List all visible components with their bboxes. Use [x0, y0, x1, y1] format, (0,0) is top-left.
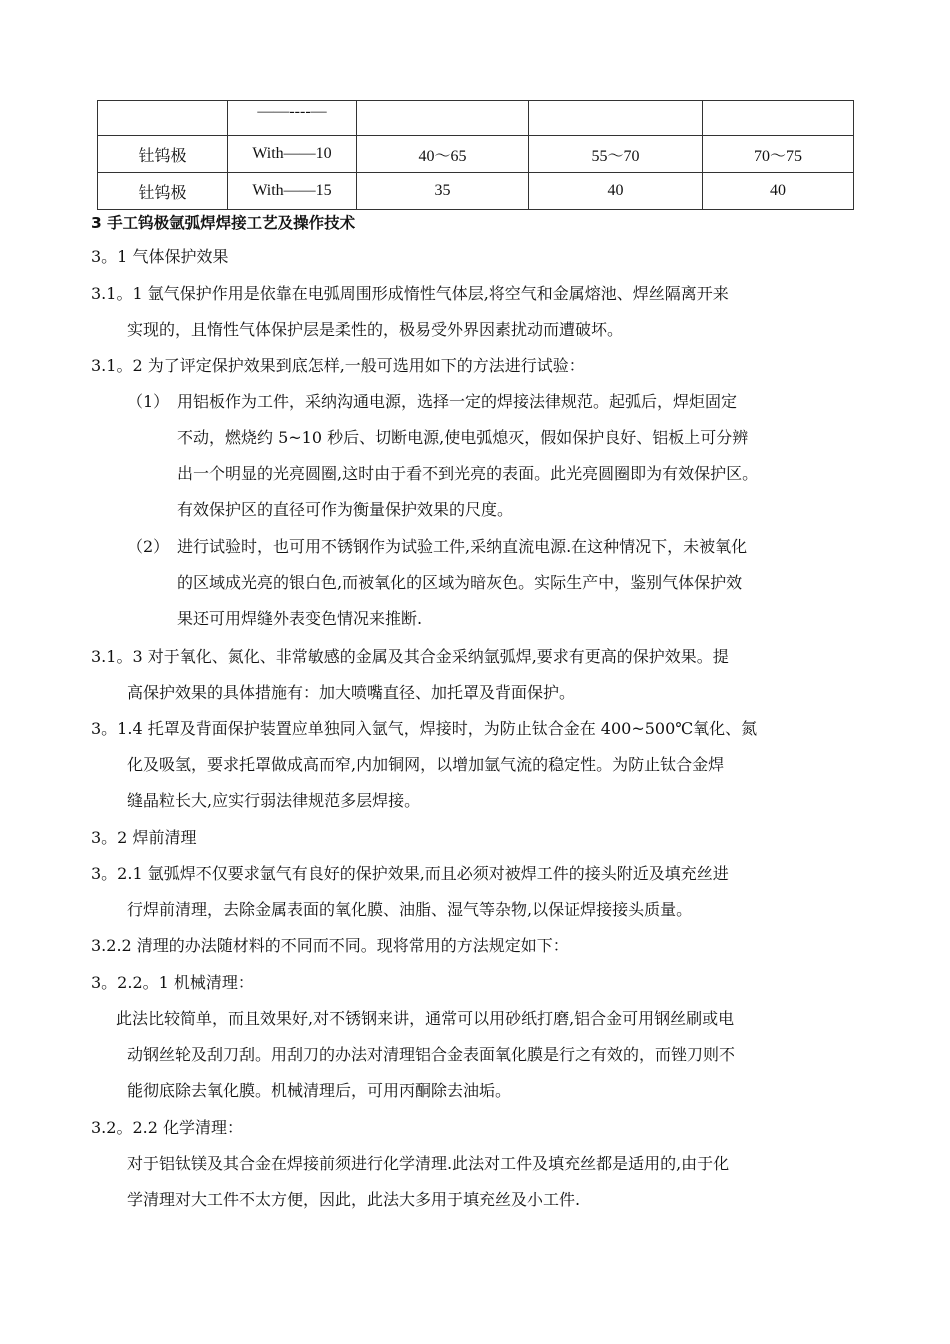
list-marker: （2） [127, 537, 170, 556]
list-item-line: 不动，燃烧约 5~10 秒后、切断电源,使电弧熄灭，假如保护良好、铝板上可分辨 [177, 428, 749, 447]
list-item-line: 用铝板作为工件，采纳沟通电源，选择一定的焊接法律规范。起弧后，焊炬固定 [177, 392, 738, 411]
table-cell: 40 [529, 173, 703, 210]
paragraph-line: 对于铝钛镁及其合金在焊接前须进行化学清理.此法对工件及填充丝都是适用的,由于化 [127, 1154, 730, 1173]
list-item-line: 的区域成光亮的银白色,而被氧化的区域为暗灰色。实际生产中，鉴别气体保护效 [177, 573, 743, 592]
paragraph-line: 缝晶粒长大,应实行弱法律规范多层焊接。 [127, 791, 421, 810]
paragraph-line: 3。2.1 氩弧焊不仅要求氩气有良好的保护效果,而且必须对被焊工件的接头附近及填充丝进 [91, 864, 729, 883]
paragraph-line: 3.2.2 清理的办法随材料的不同而不同。现将常用的方法规定如下： [91, 936, 569, 955]
table-cell: 35 [357, 173, 529, 210]
paragraph-line: 能彻底除去氧化膜。机械清理后，可用丙酮除去油垢。 [127, 1081, 512, 1100]
list-item-line: 进行试验时，也可用不锈钢作为试验工件,采纳直流电源.在这种情况下，未被氧化 [177, 537, 748, 556]
table-cell [703, 101, 854, 136]
table-cell: 钍钨极 [98, 173, 228, 210]
paragraph-line: 实现的，且惰性气体保护层是柔性的，极易受外界因素扰动而遭破坏。 [127, 320, 624, 339]
paragraph-line: 此法比较简单，而且效果好,对不锈钢来讲，通常可以用砂纸打磨,铝合金可用钢丝刷或电 [116, 1009, 735, 1028]
list-marker: （1） [127, 392, 170, 411]
table-cell [228, 101, 357, 136]
list-item-line: 有效保护区的直径可作为衡量保护效果的尺度。 [177, 500, 514, 519]
paragraph-line: 行焊前清理，去除金属表面的氧化膜、油脂、湿气等杂物,以保证焊接接头质量。 [127, 900, 693, 919]
table-row [98, 173, 854, 210]
paragraph-line: 3.1。2 为了评定保护效果到底怎样,一般可选用如下的方法进行试验： [91, 356, 585, 375]
table-cell: 钍钨极 [98, 136, 228, 173]
section-heading: 3 手工钨极氩弧焊焊接工艺及操作技术 [91, 214, 356, 232]
table-cell: 70～75 [703, 136, 854, 173]
paragraph-line: 化及吸氢，要求托罩做成高而窄,内加铜网，以增加氩气流的稳定性。为防止钛合金焊 [127, 755, 725, 774]
table-cell: 40 [703, 173, 854, 210]
paragraph-line: 高保护效果的具体措施有：加大喷嘴直径、加托罩及背面保护。 [127, 683, 576, 702]
table-cell: With——15 [228, 173, 357, 210]
subsection-title: 3.2。2.2 化学清理： [91, 1118, 243, 1137]
list-item-line: 出一个明显的光亮圆圈,这时由于看不到光亮的表面。此光亮圆圈即为有效保护区。 [177, 464, 759, 483]
subsection-title: 3。1 气体保护效果 [91, 247, 229, 266]
table-cell [529, 101, 703, 136]
subsection-title: 3。2 焊前清理 [91, 828, 197, 847]
table-row [98, 136, 854, 173]
list-item-line: 果还可用焊缝外表变色情况来推断. [177, 609, 423, 628]
table-cell-text: ——----— [257, 103, 327, 120]
table-cell: 40～65 [357, 136, 529, 173]
paragraph-line: 3.1。1 氩气保护作用是依靠在电弧周围形成惰性气体层,将空气和金属熔池、焊丝隔离开来 [91, 284, 729, 303]
table-cell [357, 101, 529, 136]
paragraph-line: 动钢丝轮及刮刀刮。用刮刀的办法对清理铝合金表面氧化膜是行之有效的，而锉刀则不 [127, 1045, 736, 1064]
paragraph-line: 学清理对大工件不太方便，因此，此法大多用于填充丝及小工件. [127, 1190, 581, 1209]
paragraph-line: 3.1。3 对于氧化、氮化、非常敏感的金属及其合金采纳氩弧焊,要求有更高的保护效果。提 [91, 647, 729, 666]
subsection-title: 3。2.2。1 机械清理： [91, 973, 254, 992]
table-row [98, 101, 854, 136]
table-cell: 55～70 [529, 136, 703, 173]
tungsten-electrode-table [97, 100, 854, 210]
paragraph-line: 3。1.4 托罩及背面保护装置应单独同入氩气，焊接时，为防止钛合金在 400~500℃氧化、氮 [91, 719, 758, 738]
table-cell: With——10 [228, 136, 357, 173]
table-cell [98, 101, 228, 136]
